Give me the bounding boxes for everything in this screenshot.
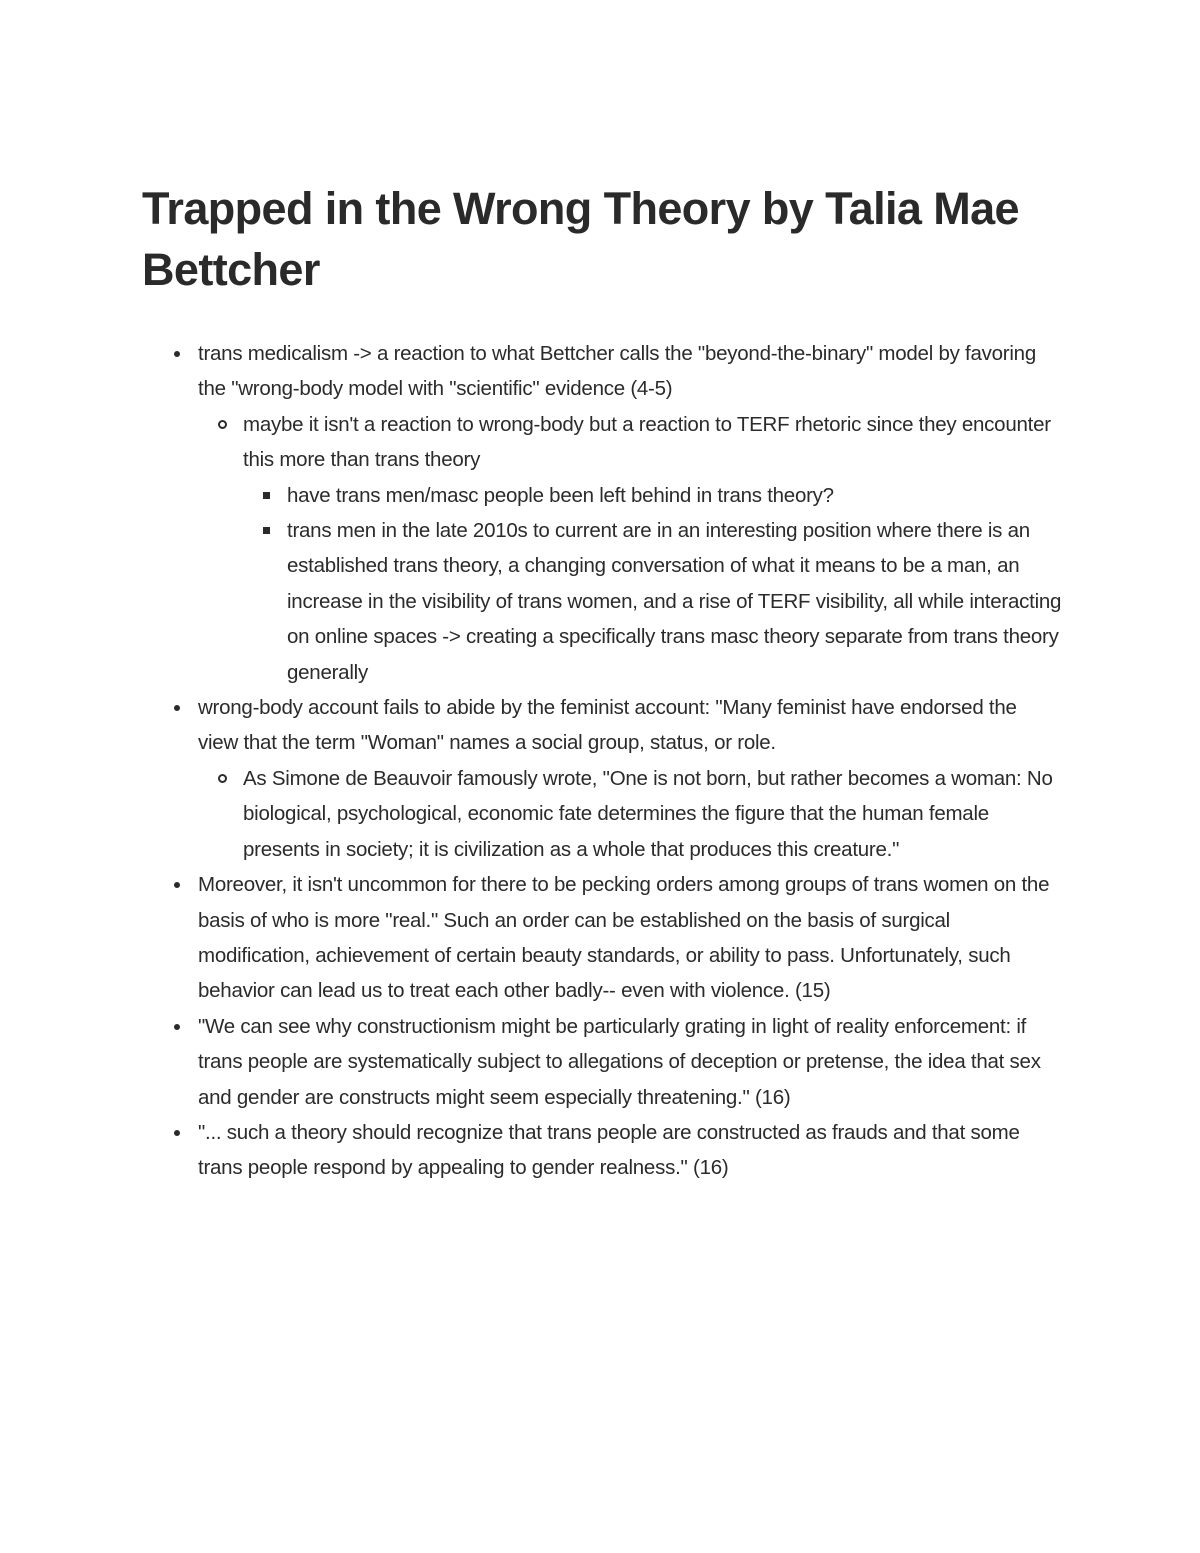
sub-list-item-text: As Simone de Beauvoir famously wrote, "One is not born, but rather becomes a woman: No biological, psychological, economic fate determines the figure that the human female presents in society; it is civilization as a whole that produces this creature." [243,766,1053,861]
circle-bullet-icon [218,420,227,429]
disc-bullet-icon [174,1024,180,1030]
list-item-text: wrong-body account fails to abide by the feminist account: "Many feminist have endorsed the view that the term "Woman" names a social group, status, or role. [198,696,1017,755]
disc-bullet-icon [174,1130,180,1136]
sub-list-item-text: maybe it isn't a reaction to wrong-body but a reaction to TERF rhetoric since they encounter this more than trans theory [243,412,1051,472]
sub-sub-list-item-text: trans men in the late 2010s to current are in an interesting position where there is an established trans theory, a changing conversation of what it means to be a man, an increase in the visibility of trans women, and a rise of TERF visibility, all while interacting on online spaces -> creating a specifically trans masc theory separate from trans theory generally [287,519,1062,684]
list-item-text: Moreover, it isn't uncommon for there to be pecking orders among groups of trans women on the basis of who is more "real." Such an order can be established on the basis of surgical modification, achievement of certain beauty standards, or ability to pass. Unfortunately, such behavior can lead us to treat each other badly-- even with violence. (15) [198,873,1050,1003]
sub-sub-list-item [243,513,1062,690]
notes-list [142,336,1062,1186]
list-item [142,336,1062,690]
list-item-text: trans medicalism -> a reaction to what Bettcher calls the "beyond-the-binary" model by favoring the "wrong-body model with "scientific" evidence (4-5) [198,342,1036,401]
sub-list [198,407,1062,690]
square-bullet-icon [263,492,270,499]
list-item-text: "We can see why constructionism might be particularly grating in light of reality enforcement: if trans people are systematically subject to allegations of deception or pretense, the idea that sex and gender are constructs might seem especially threatening." (16) [198,1014,1041,1109]
list-item [142,1009,1062,1115]
sub-sub-list [243,478,1062,690]
list-item [142,867,1062,1009]
list-item [142,690,1062,867]
disc-bullet-icon [174,351,180,357]
document-page [142,178,1062,1186]
square-bullet-icon [263,527,270,534]
disc-bullet-icon [174,705,180,711]
sub-list-item [198,407,1062,690]
circle-bullet-icon [218,774,227,783]
list-item-text: "... such a theory should recognize that trans people are constructed as frauds and that some trans people respond by appealing to gender realness." (16) [198,1120,1020,1180]
sub-sub-list-item [243,478,1062,513]
disc-bullet-icon [174,882,180,888]
sub-list [198,761,1062,867]
list-item [142,1115,1062,1186]
sub-sub-list-item-text: have trans men/masc people been left behind in trans theory? [287,483,834,507]
sub-list-item [198,761,1062,867]
page-title: Trapped in the Wrong Theory by Talia Mae Bettcher [142,183,1019,295]
